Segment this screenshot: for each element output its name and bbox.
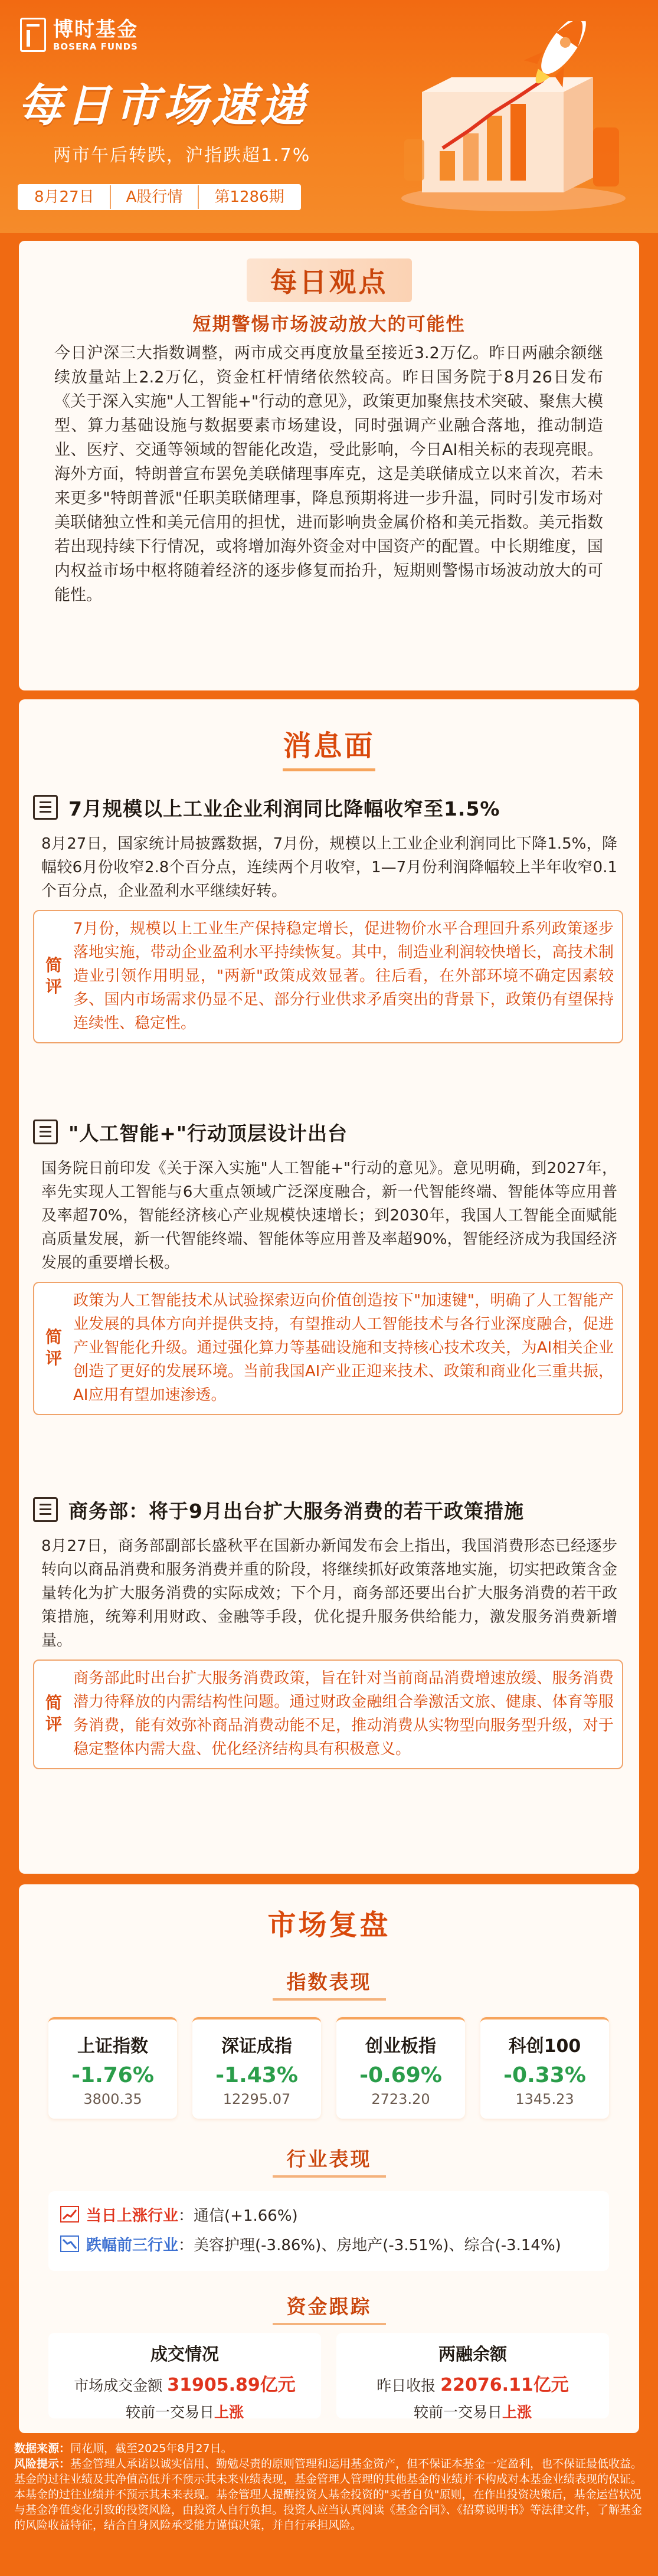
comment-text: 政策为人工智能技术从试验探索迈向价值创造按下"加速键"，明确了人工智能产业发展的具体方向并提供支持，有望推动人工智能技术与各行业深度融合，促进产业智能化升级。通过强化算力等基础设施和支持核心技术攻关，为AI相关企业创造了更好的发展环境。当前我国AI产业正迎来技术、政策和商业化三重共振，AI应用有望加速渗透。 [73,1292,614,1404]
page-title: 每日市场速递 [18,79,308,132]
fund-line2-label: 较前一交易日 [413,2404,502,2421]
comment-text: 7月份，规模以上工业生产保持稳定增长，促进物价水平合理回升系列政策逐步落地实施，带动企业盈利水平持续恢复。其中，制造业利润较快增长，高技术制造业引领作用明显，"两新"政策成效显著。往后看，在外部环境不确定因素较多、国内市场需求仍显不足、部分行业供求矛盾突出的背景下，政策仍有望保持连续性、稳定性。 [73,920,614,1032]
index-change: -0.69% [359,2063,442,2087]
document-icon [33,1120,58,1144]
news-item [33,791,623,1043]
brand-name-en: BOSERA FUNDS [53,41,138,52]
news-title: 7月规模以上工业企业利润同比降幅收窄至1.5% [68,797,500,820]
brand-logo [20,18,138,52]
issue-tags [18,184,301,210]
industry-value: ：美容护理(-3.86%)、房地产(-3.51%)、综合(-3.14%) [178,2236,561,2254]
news-title: "人工智能+"行动顶层设计出台 [68,1121,348,1145]
news-title: 商务部：将于9月出台扩大服务消费的若干政策措施 [68,1499,524,1523]
fund-card [48,2333,321,2421]
industry-key: 跌幅前三行业 [86,2236,179,2254]
comment-label: 简 评 [45,1327,62,1368]
index-value: 2723.20 [371,2091,430,2107]
news-comment [33,1659,623,1769]
fund-amount: 31905.89亿元 [167,2375,296,2395]
fund-line1-label: 昨日收报 [377,2377,441,2394]
index-value: 1345.23 [515,2091,574,2107]
news-body: 8月27日，商务部副部长盛秋平在国新办新闻发布会上指出，我国消费形态已经逐步转向以商品消费和服务消费并重的阶段，将继续抓好政策落地实施，切实把政策含金量转化为扩大服务消费的实际成效；下个月，商务部还要出台扩大服务消费的若干政策措施，统筹利用财政、金融等手段，优化提升服务供给能力，激发服务消费新增量。 [41,1537,617,1649]
footer-disclaimer [14,2441,646,2533]
index-name: 上证指数 [77,2036,148,2057]
chart-up-icon [60,2206,79,2223]
index-change: -1.43% [215,2063,298,2087]
funds-list [48,2333,609,2421]
funds-section-title: 资金跟踪 [273,2292,386,2325]
industry-value: ：通信(+1.66%) [178,2207,298,2225]
news-card [19,699,639,1874]
index-change: -1.76% [71,2063,154,2087]
comment-label: 简 评 [45,1693,62,1734]
observation-headline: 短期警惕市场波动放大的可能性 [192,314,466,335]
tag-issue: 第1286期 [214,188,284,206]
news-comment [33,1282,623,1415]
risk-text: 基金管理人承诺以诚实信用、勤勉尽责的原则管理和运用基金资产，但不保证本基金一定盈利，也不保证最低收益。基金的过往业绩及其净值高低并不预示其未来业绩表现，基金管理人管理的其他基金的业绩并不构成对本基金业绩表现的保证。本基金的过往业绩并不预示其未来表现。基金管理人提醒投资人基金投资的"买者自负"原则，在作出投资决策后，基金运营状况与基金净值变化引致的投资风险，由投资人自行负担。投资人应当认真阅读《基金合同》、《招募说明书》等法律文件，了解基金的风险收益特征，结合自身风险承受能力谨慎决策，并自行承担风险。 [14,2457,643,2532]
news-banner: 消息面 [283,723,375,771]
news-item [33,1493,623,1769]
source-label: 数据来源： [14,2442,71,2455]
market-banner: 市场复盘 [267,1909,391,1942]
fund-title: 成交情况 [150,2344,219,2364]
tag-date: 8月27日 [19,185,111,209]
source-text: 同花顺，截至2025年8月27日。 [70,2442,233,2455]
industry-box [48,2191,609,2271]
industry-key: 当日上涨行业 [86,2207,179,2225]
fund-trend: 上涨 [214,2404,244,2421]
fund-trend: 上涨 [502,2404,532,2421]
page-subtitle: 两市午后转跌，沪指跌超1.7% [53,145,311,166]
index-section-title: 指数表现 [273,1967,386,2001]
industry-row [60,2199,597,2229]
fund-line1-label: 市场成交金额 [74,2377,168,2394]
news-comment [33,910,623,1043]
index-name: 深证成指 [221,2036,292,2057]
fund-title: 两融余额 [438,2344,507,2364]
index-card [192,2017,321,2119]
observation-body: 今日沪深三大指数调整，两市成交再度放量至接近3.2万亿。昨日两融余额继续放量站上2.2万亿，资金杠杆情绪依然较高。昨日国务院于8月26日发布《关于深入实施"人工智能+"行动的意见》，政策更加聚焦技术突破、聚焦大模型、算力基础设施与数据要素市场建设，同时强调产业融合落地，推动制造业、医疗、交通等领域的智能化改造，受此影响，今日AI相关标的表现亮眼。海外方面，特朗普宣布罢免美联储理事库克，这是美联储成立以来首次，若未来更多"特朗普派"任职美联储理事，降息预期将进一步升温，同时引发市场对美联储独立性和美元信用的担忧，进而影响贵金属价格和美元指数。美元指数若出现持续下行情况，或将增加海外资金对中国资产的配置。中长期维度，国内权益市场中枢将随着经济的逐步修复而抬升，短期则警惕市场波动放大的可能性。 [54,344,603,604]
observation-banner: 每日观点 [247,258,412,302]
index-card [480,2017,609,2119]
comment-label: 简 评 [45,955,62,996]
fund-line2-label: 较前一交易日 [125,2404,214,2421]
fund-card [336,2333,609,2421]
industry-row [60,2229,597,2258]
market-review-card [19,1884,639,2433]
index-value: 3800.35 [83,2091,142,2107]
index-card [336,2017,465,2119]
document-icon [33,1497,58,1522]
news-body: 国务院日前印发《关于深入实施"人工智能+"行动的意见》。意见明确，到2027年，率先实现人工智能与6大重点领域广泛深度融合，新一代智能终端、智能体等应用普及率超70%，智能经济核心产业规模快速增长；到2030年，我国人工智能全面赋能高质量发展，新一代智能终端、智能体等应用普及率超90%，智能经济成为我国经济发展的重要增长极。 [41,1160,617,1272]
index-change: -0.33% [503,2063,586,2087]
brand-name-cn: 博时基金 [53,18,138,41]
index-name: 创业板指 [365,2036,436,2057]
news-item [33,1115,623,1415]
index-list [48,2017,609,2123]
logo-mark-icon [20,18,46,52]
industry-section-title: 行业表现 [273,2144,386,2178]
daily-observation-card [19,241,639,690]
tag-category: A股行情 [111,185,199,209]
news-body: 8月27日，国家统计局披露数据，7月份，规模以上工业企业利润同比下降1.5%，降幅较6月份收窄2.8个百分点，连续两个月收窄，1—7月份利润降幅较上半年收窄0.1个百分点，企业盈利水平继续好转。 [41,835,617,900]
document-icon [33,795,58,820]
header [0,0,658,233]
fund-amount: 22076.11亿元 [440,2375,569,2395]
index-card [48,2017,177,2119]
risk-label: 风险提示： [14,2457,71,2470]
index-name: 科创100 [508,2036,581,2057]
rocket-chart-illustration-icon [387,21,634,216]
chart-down-icon [60,2235,79,2252]
index-value: 12295.07 [222,2091,291,2107]
comment-text: 商务部此时出台扩大服务消费政策，旨在针对当前商品消费增速放缓、服务消费潜力待释放的内需结构性问题。通过财政金融组合拳激活文旅、健康、体育等服务消费，能有效弥补商品消费动能不足，推动消费从实物型向服务型升级，对于稳定整体内需大盘、优化经济结构具有积极意义。 [73,1670,614,1758]
